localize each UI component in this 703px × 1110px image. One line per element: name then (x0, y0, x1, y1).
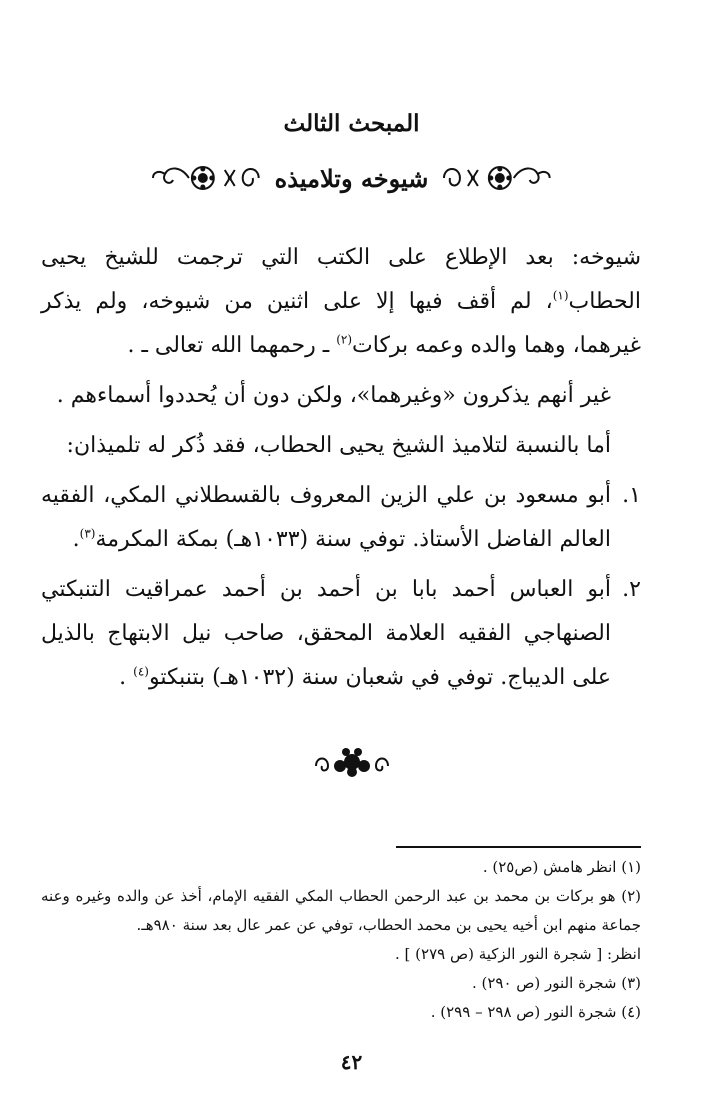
footnotes (41, 853, 641, 1027)
footnote: انظر: [ شجرة النور الزكية (ص ٢٧٩) ] . (395, 945, 641, 963)
list-item: ٢. أبو العباس أحمد بابا بن أحمد بن أحمد عمراقيت التنبكتي الصنهاجي الفقيه العلامة المحقق، صاحب نيل الابتهاج بالذيل على الديباج. توفي في شعبان سنة (١٠٣٢هـ) بتنبكتو$^{(٤)}$ . (41, 568, 641, 700)
footnote-ref-4: (٤) (133, 664, 149, 679)
paragraph-others: غير أنهم يذكرون «وغيرهما»، ولكن دون أن يُحددوا أسماءهم . (56, 383, 611, 408)
list-number: ١. (622, 483, 641, 508)
section-title: المبحث الثالث (283, 110, 420, 137)
subtitle-row (150, 158, 553, 198)
end-ornament-icon (312, 742, 392, 780)
footnote-ref-1: (١) (552, 288, 569, 303)
footnote: (١) انظر هامش (ص٢٥) . (482, 858, 641, 876)
left-ornament-icon (150, 160, 265, 196)
footnote-divider (396, 846, 641, 848)
list-number: ٢. (622, 577, 641, 602)
right-ornament-icon (438, 160, 553, 196)
footnote: (٤) شجرة النور (ص ٢٩٨ – ٢٩٩) . (430, 1003, 641, 1021)
footnote-ref-2: (٢) (336, 332, 353, 347)
list-item: ١. أبو مسعود بن علي الزين المعروف بالقسطلاني المكي، الفقيه العالم الفاضل الأستاذ. توفي سنة (١٠٣٣هـ) بمكة المكرمة$^{(٣)}$. (41, 474, 641, 562)
paragraph-teachers: شيوخه: بعد الإطلاع على الكتب التي ترجمت للشيخ يحيى الحطاب$^{(١)}$، لم أقف فيها إلا على اثنين من شيوخه، ولم يذكر غيرهما، وهما والده وعمه بركات$^{(٢)}$ ـ رحمهما الله تعالى ـ . (41, 245, 641, 358)
page-number: ٤٢ (340, 1050, 363, 1074)
footnote-ref-3: (٣) (79, 526, 96, 541)
footnote: (٢) هو بركات بن محمد بن عبد الرحمن الحطاب المكي الفقيه الإمام، أخذ عن والده وغيره وعنه جماعة منهم ابن أخيه يحيى بن محمد الحطاب، توفي عن عمر عال بعد سنة ٩٨٠هـ. (41, 887, 641, 934)
main-text (41, 236, 641, 706)
paragraph-students: أما بالنسبة لتلاميذ الشيخ يحيى الحطاب، فقد ذُكر له تلميذان: (66, 433, 611, 458)
subtitle: شيوخه وتلاميذه (274, 163, 429, 193)
footnote: (٣) شجرة النور (ص ٢٩٠) . (471, 974, 641, 992)
